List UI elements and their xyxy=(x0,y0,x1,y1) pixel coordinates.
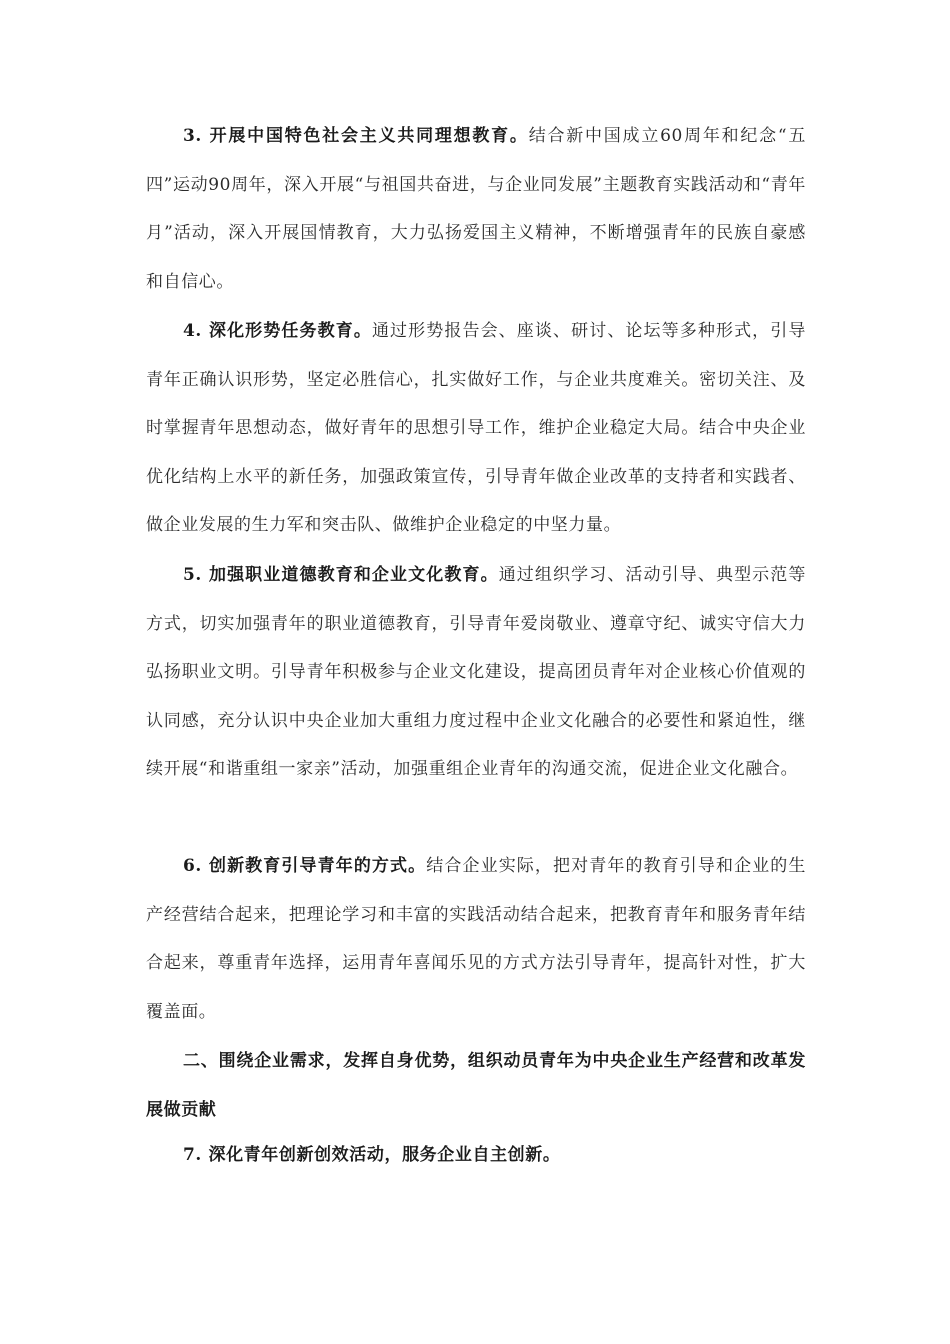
paragraph-5-lead: 5. 加强职业道德教育和企业文化教育。 xyxy=(183,565,499,585)
paragraph-4-body: 通过形势报告会、座谈、研讨、论坛等多种形式，引导青年正确认识形势，坚定必胜信心，扎实做好工作，与企业共度难关。密切关注、及时掌握青年思想动态，做好青年的思想引导工作，维护企业稳定大局。结合中央企业优化结构上水平的新任务，加强政策宣传，引导青年做企业改革的支持者和实践者、做企业发展的生力军和突击队、做维护企业稳定的中坚力量。 xyxy=(146,321,806,535)
paragraph-3 xyxy=(146,112,806,306)
section-heading-2 xyxy=(146,1037,806,1134)
paragraph-4 xyxy=(146,307,806,550)
paragraph-5 xyxy=(146,551,806,794)
paragraph-4-lead: 4. 深化形势任务教育。 xyxy=(183,321,372,341)
paragraph-3-lead: 3. 开展中国特色社会主义共同理想教育。 xyxy=(183,126,529,146)
paragraph-3-body: 结合新中国成立60周年和纪念“五四”运动90周年，深入开展“与祖国共奋进，与企业同发展”主题教育实践活动和“青年月”活动，深入开展国情教育，大力弘扬爱国主义精神，不断增强青年的民族自豪感和自信心。 xyxy=(146,126,806,292)
paragraph-6-lead: 6. 创新教育引导青年的方式。 xyxy=(183,856,427,876)
paragraph-6 xyxy=(146,842,806,1036)
paragraph-5-body: 通过组织学习、活动引导、典型示范等方式，切实加强青年的职业道德教育，引导青年爱岗敬业、遵章守纪、诚实守信大力弘扬职业文明。引导青年积极参与企业文化建设，提高团员青年对企业核心价值观的认同感，充分认识中央企业加大重组力度过程中企业文化融合的必要性和紧迫性，继续开展“和谐重组一家亲”活动，加强重组企业青年的沟通交流，促进企业文化融合。 xyxy=(146,565,806,779)
paragraph-6-body: 结合企业实际，把对青年的教育引导和企业的生产经营结合起来，把理论学习和丰富的实践活动结合起来，把教育青年和服务青年结合起来，尊重青年选择，运用青年喜闻乐见的方式方法引导青年，提高针对性，扩大覆盖面。 xyxy=(146,856,806,1022)
item-7-text: 7. 深化青年创新创效活动，服务企业自主创新。 xyxy=(183,1145,561,1165)
section-heading-text: 二、围绕企业需求，发挥自身优势，组织动员青年为中央企业生产经营和改革发展做贡献 xyxy=(146,1051,806,1120)
item-7-heading xyxy=(146,1131,806,1180)
